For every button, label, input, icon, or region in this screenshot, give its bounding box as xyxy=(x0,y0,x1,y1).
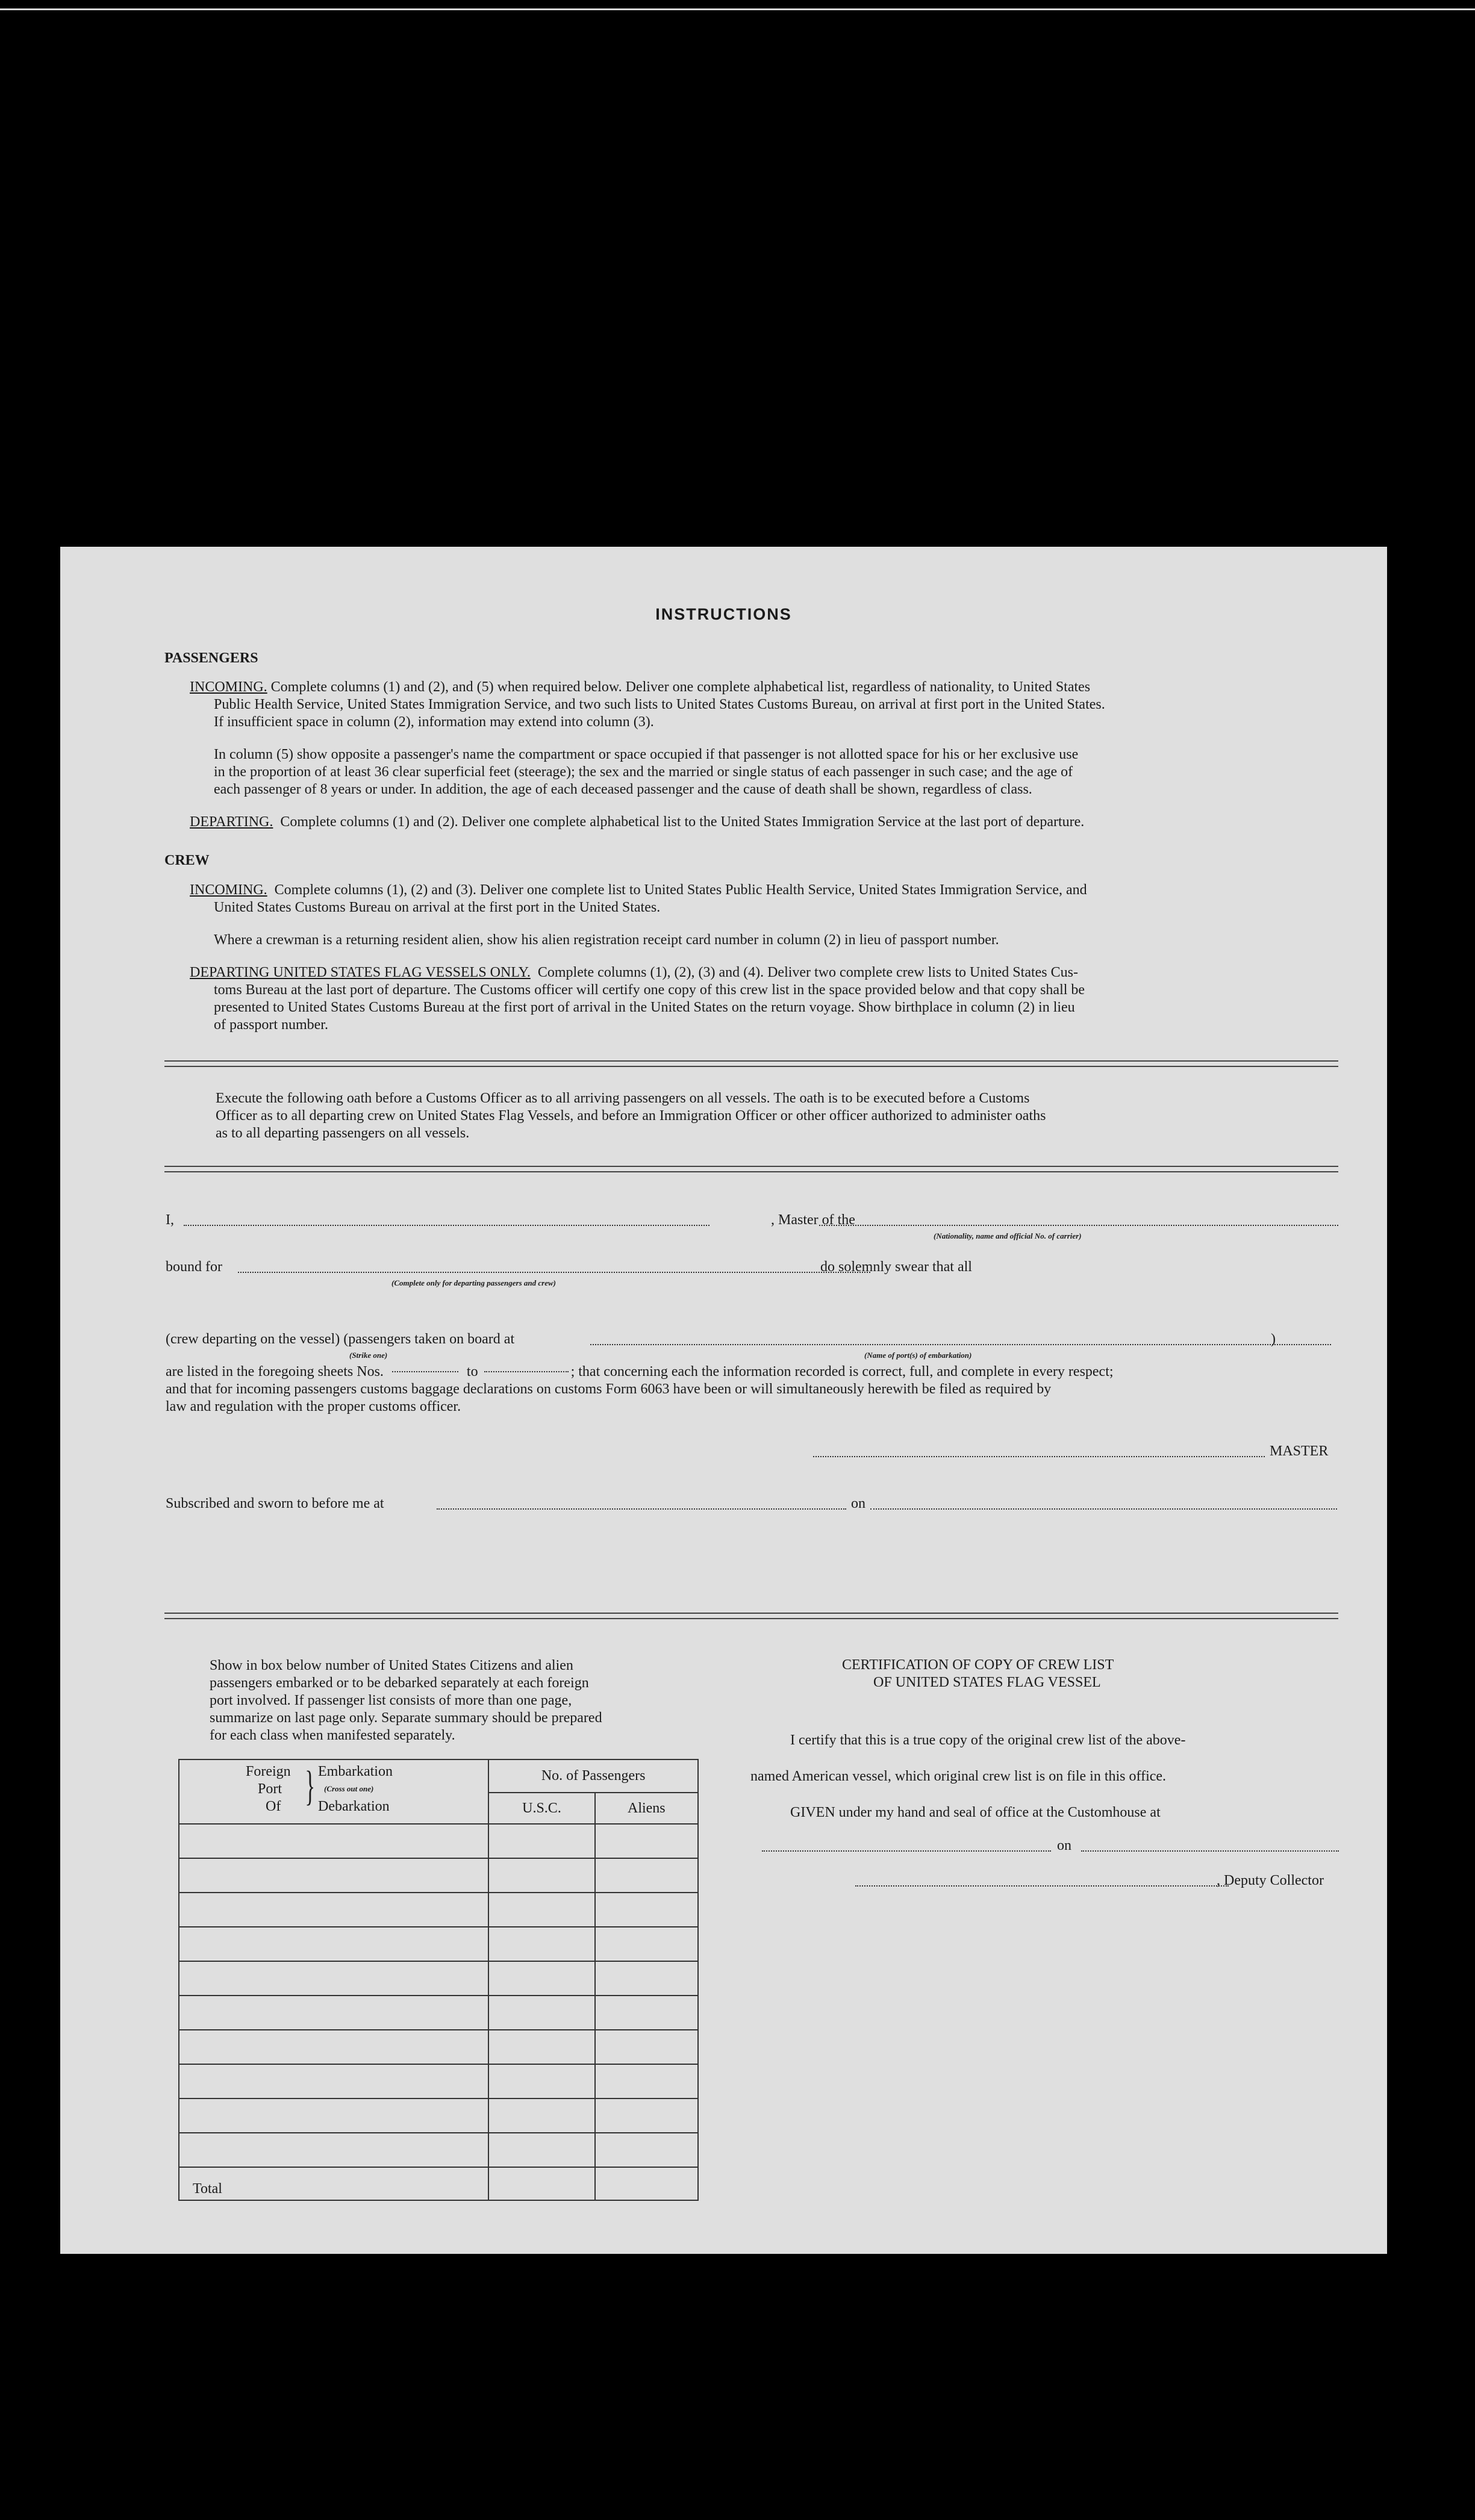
table-row xyxy=(179,1961,698,1996)
passengers-departing-line xyxy=(190,814,1084,831)
aliens-cell[interactable] xyxy=(595,1824,698,1858)
crew-departing-label: (crew departing on the vessel) (passengers taken on board at xyxy=(166,1331,515,1347)
foreign-label: Foreign xyxy=(246,1764,291,1779)
oath-intro-line-2: Officer as to all departing crew on United States Flag Vessels, and before an Immigration Officer or other officer authorized to administer oaths xyxy=(216,1108,1046,1124)
table-row xyxy=(179,1824,698,1858)
table-row xyxy=(179,1858,698,1893)
certification-title-1: CERTIFICATION OF COPY OF CREW LIST xyxy=(842,1657,1114,1673)
usc-total-cell[interactable] xyxy=(488,2167,594,2200)
table-row xyxy=(179,2098,698,2133)
aliens-total-cell[interactable] xyxy=(595,2167,698,2200)
carrier-caption: (Nationality, name and official No. of carrier) xyxy=(934,1231,1082,1240)
aliens-cell[interactable] xyxy=(595,2030,698,2064)
total-label: Total xyxy=(179,2167,488,2200)
certification-given: GIVEN under my hand and seal of office at the Customhouse at xyxy=(790,1805,1161,1820)
listed-text-2: ; that concerning each the information recorded is correct, full, and complete in every respect; xyxy=(570,1364,1114,1380)
divider-2 xyxy=(164,1166,1338,1172)
total-row xyxy=(179,2167,698,2200)
brace-icon: } xyxy=(305,1763,316,1809)
certification-on-label: on xyxy=(1057,1838,1071,1853)
port-cell[interactable] xyxy=(179,1996,488,2030)
aliens-cell[interactable] xyxy=(595,1927,698,1961)
master-name-field[interactable] xyxy=(184,1225,770,1226)
aliens-cell[interactable] xyxy=(595,2133,698,2167)
passengers-incoming-text-1: Complete columns (1) and (2), and (5) when required below. Deliver one complete alphabetical list, regardless of nationality, to United States xyxy=(270,679,1091,695)
summary-text-4: summarize on last page only. Separate summary should be prepared xyxy=(210,1710,602,1726)
certification-title-2: OF UNITED STATES FLAG VESSEL xyxy=(873,1675,1101,1690)
summary-text-5: for each class when manifested separately. xyxy=(210,1728,455,1743)
passenger-summary-table xyxy=(178,1759,699,2201)
passengers-incoming-line-3: If insufficient space in column (2), information may extend into column (3). xyxy=(214,714,654,730)
usc-cell[interactable] xyxy=(488,1858,594,1893)
ports-caption: (Name of port(s) of embarkation) xyxy=(864,1351,972,1360)
crew-incoming-line-2: United States Customs Bureau on arrival at the first port in the United States. xyxy=(214,900,661,915)
sheet-to-field[interactable] xyxy=(484,1371,569,1372)
divider-3 xyxy=(164,1613,1338,1619)
port-cell[interactable] xyxy=(179,1824,488,1858)
oath-intro-line-1: Execute the following oath before a Customs Officer as to all arriving passengers on all vessels. The oath is to be executed before a Customs xyxy=(216,1090,1030,1106)
debarkation-label: Debarkation xyxy=(318,1799,390,1814)
summary-text-1: Show in box below number of United States Citizens and alien xyxy=(210,1658,573,1673)
oath-intro-line-3: as to all departing passengers on all vessels. xyxy=(216,1125,470,1141)
bound-for-label: bound for xyxy=(166,1259,222,1275)
deputy-signature-field[interactable] xyxy=(855,1885,1229,1887)
summary-text-3: port involved. If passenger list consists of more than one page, xyxy=(210,1693,572,1708)
customhouse-field[interactable] xyxy=(762,1850,1051,1852)
passengers-incoming-line-1 xyxy=(190,679,1346,696)
table-row xyxy=(179,1893,698,1927)
passengers-heading: PASSENGERS xyxy=(164,650,258,666)
crew-incoming-text-1: Complete columns (1), (2) and (3). Deliver one complete list to United States Public Health Service, United States Immigration Service, and xyxy=(274,882,1087,898)
aliens-cell[interactable] xyxy=(595,2098,698,2133)
no-passengers-header: No. of Passengers xyxy=(488,1759,698,1793)
port-cell[interactable] xyxy=(179,2064,488,2098)
embarkation-label: Embarkation xyxy=(318,1764,393,1779)
column5-line-1: In column (5) show opposite a passenger's name the compartment or space occupied if that passenger is not allotted space for his or her exclusive use xyxy=(214,747,1079,762)
listed-line-3: and that for incoming passengers customs baggage declarations on customs Form 6063 have been or will simultaneously herewith be filed as required by xyxy=(166,1381,1052,1397)
crew-departing-label: DEPARTING UNITED STATES FLAG VESSELS ONLY. xyxy=(190,965,531,980)
aliens-cell[interactable] xyxy=(595,1858,698,1893)
usc-cell[interactable] xyxy=(488,1927,594,1961)
oath-i-label: I, xyxy=(166,1212,174,1228)
port-cell[interactable] xyxy=(179,1893,488,1927)
master-of-label: , Master of the xyxy=(711,1212,855,1229)
column5-line-2: in the proportion of at least 36 clear superficial feet (steerage); the sex and the married or single status of each passenger in such case; and the age of xyxy=(214,764,1073,780)
usc-cell[interactable] xyxy=(488,2064,594,2098)
aliens-cell[interactable] xyxy=(595,1961,698,1996)
port-cell[interactable] xyxy=(179,1858,488,1893)
passengers-departing-text: Complete columns (1) and (2). Deliver one complete alphabetical list to the United States Immigration Service at the last port of departure. xyxy=(280,814,1085,830)
master-signature-field[interactable] xyxy=(813,1456,1265,1457)
table-row xyxy=(179,2064,698,2098)
summary-text-2: passengers embarked or to be debarked separately at each foreign xyxy=(210,1675,589,1691)
swear-label: do solemnly swear that all xyxy=(820,1259,972,1275)
usc-cell[interactable] xyxy=(488,1824,594,1858)
table-row xyxy=(179,1996,698,2030)
usc-cell[interactable] xyxy=(488,1893,594,1927)
port-header-cell xyxy=(179,1759,488,1824)
usc-header: U.S.C. xyxy=(488,1793,594,1824)
port-cell[interactable] xyxy=(179,2030,488,2064)
aliens-cell[interactable] xyxy=(595,1893,698,1927)
port-cell[interactable] xyxy=(179,1927,488,1961)
cross-out-caption: (Cross out one) xyxy=(324,1784,374,1793)
certification-text-1: I certify that this is a true copy of the original crew list of the above- xyxy=(790,1732,1186,1748)
strike-one-caption: (Strike one) xyxy=(349,1351,388,1360)
passengers-incoming-line-2: Public Health Service, United States Immigration Service, and two such lists to United States Customs Bureau, on arrival at first port in the United States. xyxy=(214,697,1105,712)
listed-line-4: law and regulation with the proper customs officer. xyxy=(166,1399,461,1414)
crew-departing-line-1 xyxy=(190,964,1078,982)
sheet-from-field[interactable] xyxy=(392,1371,458,1372)
sworn-date-field[interactable] xyxy=(870,1508,1337,1510)
bound-for-caption: (Complete only for departing passengers and crew) xyxy=(391,1278,556,1287)
aliens-cell[interactable] xyxy=(595,2064,698,2098)
port-cell[interactable] xyxy=(179,2098,488,2133)
port-cell[interactable] xyxy=(179,2133,488,2167)
listed-to: to xyxy=(466,1364,478,1380)
bound-for-field[interactable] xyxy=(238,1272,870,1273)
listed-line-1 xyxy=(166,1363,1114,1381)
port-cell[interactable] xyxy=(179,1961,488,1996)
usc-cell[interactable] xyxy=(488,1996,594,2030)
master-label: MASTER xyxy=(1270,1443,1329,1459)
scan-top-line xyxy=(0,8,1475,10)
usc-cell[interactable] xyxy=(488,1961,594,1996)
sworn-on-label: on xyxy=(851,1496,865,1511)
crew-resident-line: Where a crewman is a returning resident alien, show his alien registration receipt card number in column (2) in lieu of passport number. xyxy=(214,932,999,948)
aliens-cell[interactable] xyxy=(595,1996,698,2030)
usc-cell[interactable] xyxy=(488,2098,594,2133)
table-row xyxy=(179,2030,698,2064)
crew-heading: CREW xyxy=(164,853,210,868)
usc-cell[interactable] xyxy=(488,2030,594,2064)
deputy-collector-label: , Deputy Collector xyxy=(1217,1873,1324,1888)
certification-text-2: named American vessel, which original crew list is on file in this office. xyxy=(750,1769,1167,1784)
port-label: Port xyxy=(258,1781,282,1797)
table-row xyxy=(179,2133,698,2167)
crew-incoming-label: INCOMING. xyxy=(190,882,267,898)
crew-departing-text-1: Complete columns (1), (2), (3) and (4). Deliver two complete crew lists to United States Cus- xyxy=(537,965,1078,980)
document-page xyxy=(60,547,1387,2254)
listed-text-1: are listed in the foregoing sheets Nos. xyxy=(166,1364,384,1380)
table-row xyxy=(179,1927,698,1961)
close-paren: ) xyxy=(1271,1331,1276,1347)
passengers-incoming-label: INCOMING. xyxy=(190,679,267,695)
certification-date-field[interactable] xyxy=(1081,1850,1339,1852)
table-header-row-1 xyxy=(179,1759,698,1793)
of-label: Of xyxy=(266,1799,281,1814)
crew-departing-line-2: toms Bureau at the last port of departure. The Customs officer will certify one copy of this crew list in the space provided below and that copy shall be xyxy=(214,982,1085,998)
crew-departing-line-4: of passport number. xyxy=(214,1017,328,1033)
column5-line-3: each passenger of 8 years or under. In addition, the age of each deceased passenger and the cause of death shall be shown, regardless of class. xyxy=(214,782,1032,797)
sworn-place-field[interactable] xyxy=(437,1508,846,1510)
subscribed-label: Subscribed and sworn to before me at xyxy=(166,1496,384,1511)
crew-departing-line-3: presented to United States Customs Bureau at the first port of arrival in the United States on the return voyage. Show birthplace in column (2) in lieu xyxy=(214,1000,1075,1015)
carrier-field[interactable] xyxy=(819,1225,1338,1226)
passengers-departing-label: DEPARTING. xyxy=(190,814,273,830)
page-title: INSTRUCTIONS xyxy=(655,605,792,623)
usc-cell[interactable] xyxy=(488,2133,594,2167)
embarkation-ports-field[interactable] xyxy=(590,1344,1331,1345)
crew-incoming-line-1 xyxy=(190,882,1087,899)
divider-1 xyxy=(164,1060,1338,1067)
aliens-header: Aliens xyxy=(595,1793,698,1824)
